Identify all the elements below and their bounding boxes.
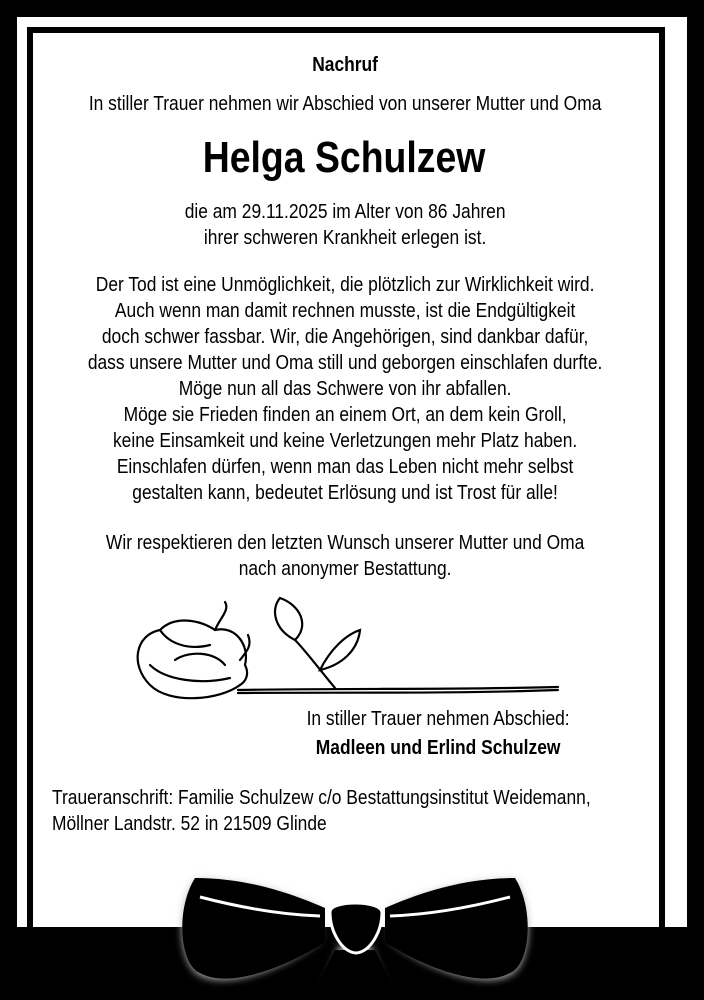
death-line: ihrer schweren Krankheit erlegen ist. xyxy=(203,227,487,249)
address-line: Möllner Landstr. 52 in 21509 Glinde xyxy=(52,813,327,835)
address-line: Traueranschrift: Familie Schulzew c/o Bestattungsinstitut Weidemann, xyxy=(52,787,591,809)
farewell-text: In stiller Trauer nehmen Abschied: xyxy=(306,708,570,730)
poem-line: dass unsere Mutter und Oma still und geborgen einschlafen durfte. xyxy=(87,352,603,374)
poem-line: doch schwer fassbar. Wir, die Angehörigen, sind dankbar dafür, xyxy=(101,326,589,348)
intro-text: In stiller Trauer nehmen wir Abschied von unserer Mutter und Oma xyxy=(88,93,602,115)
wish-line: Wir respektieren den letzten Wunsch unserer Mutter und Oma xyxy=(105,532,585,554)
wish-line: nach anonymer Bestattung. xyxy=(238,558,452,580)
black-bow-icon xyxy=(170,870,540,1000)
death-line: die am 29.11.2025 im Alter von 86 Jahren xyxy=(184,201,506,223)
mourners-names: Madleen und Erlind Schulzew xyxy=(315,737,561,759)
poem-line: keine Einsamkeit und keine Verletzungen mehr Platz haben. xyxy=(112,430,578,452)
heading: Nachruf xyxy=(312,54,378,76)
poem-line: gestalten kann, bedeutet Erlösung und ist Trost für alle! xyxy=(132,482,558,504)
rose-illustration xyxy=(120,590,570,710)
poem-line: Einschlafen dürfen, wenn man das Leben nicht mehr selbst xyxy=(116,456,574,478)
poem-line: Der Tod ist eine Unmöglichkeit, die plötzlich zur Wirklichkeit wird. xyxy=(95,274,595,296)
poem-line: Möge sie Frieden finden an einem Ort, an dem kein Groll, xyxy=(123,404,567,426)
poem-line: Auch wenn man damit rechnen musste, ist die Endgültigkeit xyxy=(114,300,576,322)
poem-line: Möge nun all das Schwere von ihr abfallen. xyxy=(178,378,512,400)
deceased-name: Helga Schulzew xyxy=(202,133,486,182)
